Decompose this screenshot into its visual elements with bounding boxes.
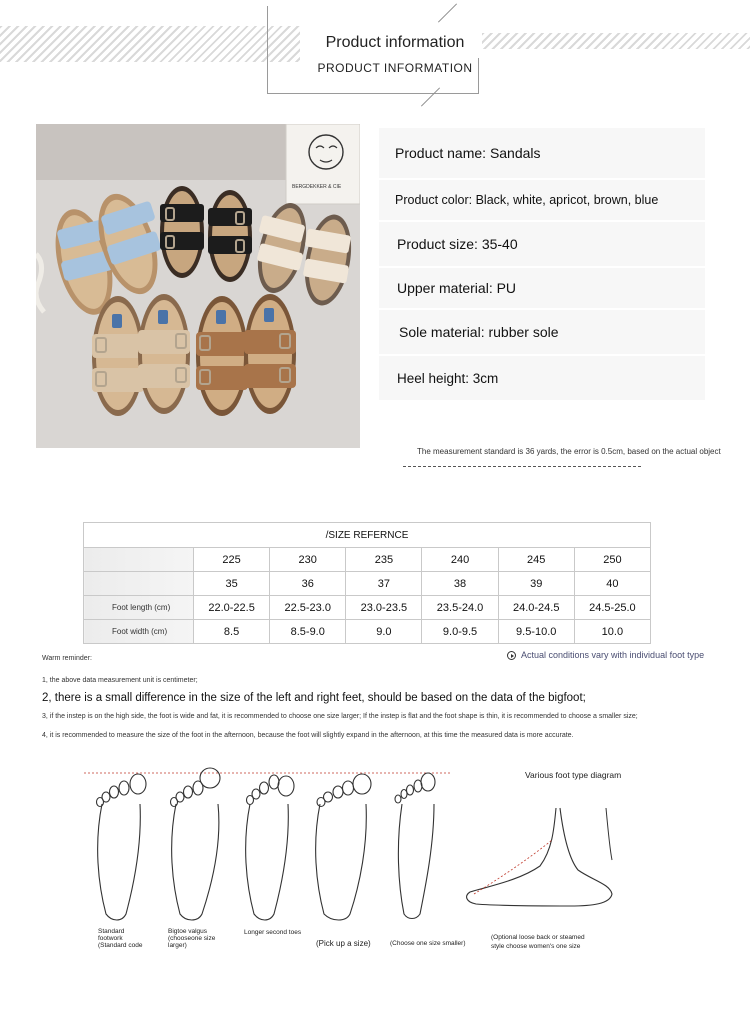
table-cell: 24.5-25.0 (574, 596, 650, 620)
table-cell: 9.0-9.5 (422, 620, 498, 644)
table-cell: 23.5-24.0 (422, 596, 498, 620)
table-row (84, 620, 651, 644)
table-cell: 8.5 (194, 620, 270, 644)
caption-bigtoe (168, 928, 215, 949)
caption-choose-smaller: (Choose one size smaller) (390, 940, 466, 947)
table-cell: 39 (498, 572, 574, 596)
table-row (84, 572, 651, 596)
foot-type-tip (507, 650, 704, 660)
product-color: Product color: Black, white, apricot, brown, blue (379, 180, 705, 222)
foot-type-diagram (84, 764, 464, 924)
header-frame-line (267, 6, 268, 94)
caption-standard (98, 928, 142, 949)
size-table-caption: /SIZE REFERNCE (84, 523, 651, 548)
table-cell: 22.5-23.0 (270, 596, 346, 620)
caption-line: (Standard code (98, 942, 143, 949)
header-frame-line (267, 93, 479, 94)
product-size: Product size: 35-40 (379, 222, 705, 268)
table-cell: 35 (194, 572, 270, 596)
reminder-item: 1, the above data measurement unit is centimeter; (42, 677, 198, 684)
row-label: Foot length (cm) (84, 596, 194, 620)
header-slash (438, 3, 457, 22)
table-cell: 24.0-24.5 (498, 596, 574, 620)
caption-line: style choose women's one size (491, 943, 581, 950)
foot-wide-icon (316, 774, 371, 920)
foot-thin-icon (395, 773, 435, 919)
page-title: Product information (325, 34, 465, 51)
header-slash (421, 87, 440, 106)
table-cell: 9.5-10.0 (498, 620, 574, 644)
measurement-note: The measurement standard is 36 yards, the error is 0.5cm, based on the actual object (417, 447, 721, 456)
header-hatch-right (482, 33, 750, 49)
box-logo-text: BERGDEKKER & CIE (292, 184, 342, 190)
caption-line: Standard (98, 928, 125, 935)
table-cell: 8.5-9.0 (270, 620, 346, 644)
product-name: Product name: Sandals (379, 128, 705, 180)
table-cell: 22.0-22.5 (194, 596, 270, 620)
table-cell: 10.0 (574, 620, 650, 644)
foot-type-title: Various foot type diagram (525, 770, 622, 780)
table-cell: 245 (498, 548, 574, 572)
caption-line: larger) (168, 942, 187, 949)
caption-pick-up: (Pick up a size) (316, 939, 371, 948)
sole-material: Sole material: rubber sole (379, 310, 705, 356)
row-label: Foot width (cm) (84, 620, 194, 644)
table-row (84, 548, 651, 572)
dashed-divider (403, 466, 641, 467)
sandals-illustration (36, 124, 360, 448)
row-label (84, 548, 194, 572)
reminder-item: 3, if the instep is on the high side, the foot is wide and fat, it is recommended to choose one size larger; If the instep is flat and the foot shape is thin, it is recommended to choose a smaller size; (42, 713, 638, 720)
table-cell: 40 (574, 572, 650, 596)
foot-longer-second-toe-icon (246, 775, 294, 920)
caption-side-note (491, 933, 585, 951)
shoe-box (286, 124, 360, 204)
table-row (84, 596, 651, 620)
table-cell: 37 (346, 572, 422, 596)
table-cell: 230 (270, 548, 346, 572)
header-hatch-left (0, 26, 300, 62)
tip-text: Actual conditions vary with individual foot type (521, 650, 705, 660)
row-label (84, 572, 194, 596)
heel-height: Heel height: 3cm (397, 370, 499, 386)
table-cell: 235 (346, 548, 422, 572)
caption-longer-toes: Longer second toes (244, 929, 302, 936)
table-cell: 36 (270, 572, 346, 596)
product-info-panel (379, 128, 705, 400)
play-circle-icon (507, 651, 516, 660)
table-cell: 225 (194, 548, 270, 572)
caption-line: (chooseone size (168, 935, 216, 942)
table-cell: 38 (422, 572, 498, 596)
table-cell: 250 (574, 548, 650, 572)
table-cell: 240 (422, 548, 498, 572)
product-photo (36, 124, 360, 448)
foot-standard-icon (97, 774, 147, 920)
size-reference-table (83, 522, 651, 644)
upper-material: Upper material: PU (379, 268, 705, 310)
page-subtitle: PRODUCT INFORMATION (317, 61, 473, 75)
reminder-item: 2, there is a small difference in the size of the left and right feet, should be based on the data of the bigfoot; (42, 692, 586, 704)
side-foot-icon (460, 800, 620, 920)
caption-line: footwork (98, 935, 123, 942)
reminder-item: 4, it is recommended to measure the size of the foot in the afternoon, because the foot will slightly expand in the afternoon, at this time the measured data is more accurate. (42, 732, 574, 739)
table-cell: 23.0-23.5 (346, 596, 422, 620)
foot-bigtoe-valgus-icon (171, 768, 221, 920)
reminder-heading: Warm reminder: (42, 655, 92, 662)
caption-line: Bigtoe valgus (168, 928, 208, 935)
caption-line: (Optional loose back or steamed (491, 934, 585, 941)
table-cell: 9.0 (346, 620, 422, 644)
